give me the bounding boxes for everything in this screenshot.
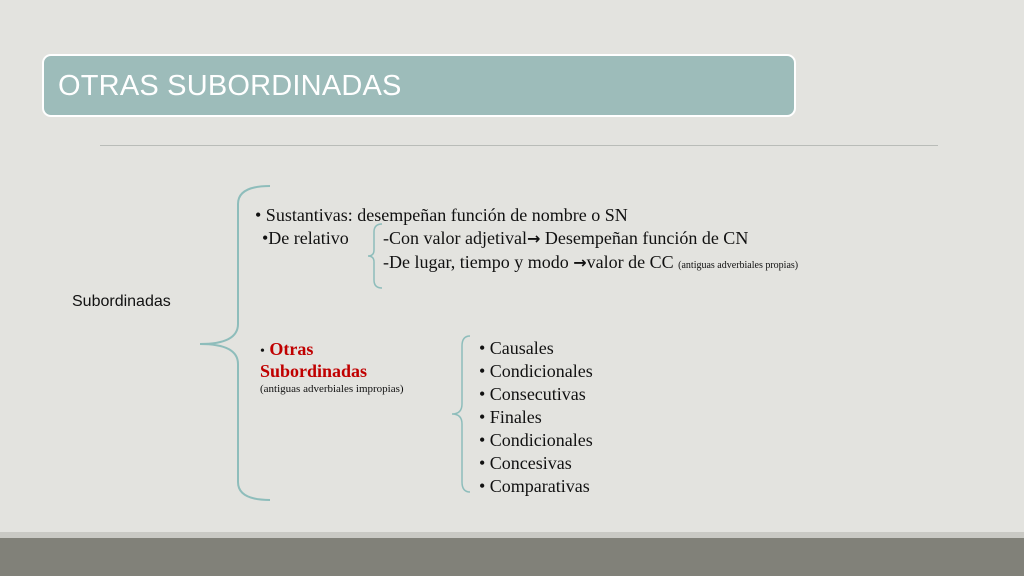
relativo-line1 — [383, 229, 748, 247]
otras-title: Otras — [269, 339, 314, 359]
arrow-icon: → — [573, 253, 587, 272]
otras-bullet: • — [260, 344, 265, 359]
arrow-icon: → — [526, 229, 541, 248]
root-label: Subordinadas — [72, 293, 171, 310]
relativo-line1-b: Desempeñan función de CN — [540, 228, 749, 248]
otras-line1 — [260, 340, 313, 359]
list-item: • Condicionales — [479, 361, 593, 381]
otras-title-line2: Subordinadas — [260, 361, 368, 381]
otras-note: (antiguas adverbiales impropias) — [260, 383, 404, 395]
list-item: • Finales — [479, 407, 542, 427]
relativo-label: •De relativo — [262, 228, 349, 248]
relativo-line2 — [383, 253, 798, 271]
types-list — [479, 337, 593, 498]
list-item: • Condicionales — [479, 430, 593, 450]
sustantivas-line: • Sustantivas: desempeñan función de nombre o SN — [255, 205, 628, 225]
footer-bar — [0, 538, 1024, 576]
list-item: • Comparativas — [479, 476, 590, 496]
list-item: • Concesivas — [479, 453, 572, 473]
relativo-line2-b: valor de CC — [586, 252, 679, 272]
page-title: OTRAS SUBORDINADAS — [58, 70, 402, 102]
title-banner — [42, 54, 796, 117]
list-item: • Consecutivas — [479, 384, 586, 404]
types-brace — [450, 334, 474, 496]
list-item: • Causales — [479, 338, 554, 358]
relativo-line1-a: -Con valor adjetival — [383, 228, 527, 248]
relativo-line2-note: (antiguas adverbiales propias) — [678, 260, 799, 271]
divider-line — [100, 145, 938, 146]
relativo-line2-a: -De lugar, tiempo y modo — [383, 252, 574, 272]
